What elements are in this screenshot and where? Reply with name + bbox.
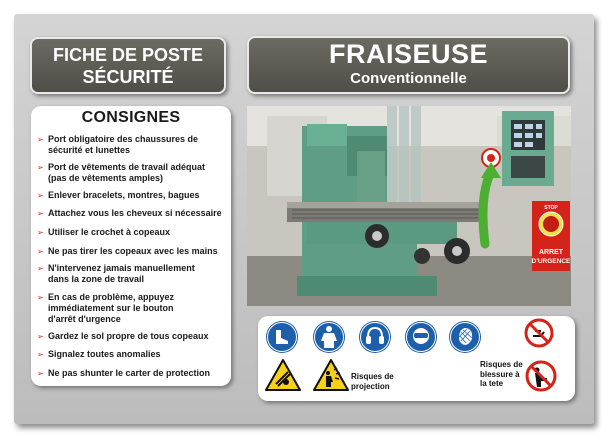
list-item: ➢ Ne pas shunter le carter de protection [37,368,211,378]
sheet-type-line2: SÉCURITÉ [82,67,174,87]
list-item: ➢ Gardez le sol propre de tous copeaux [37,331,209,341]
consignes-panel [31,106,231,386]
ear-protection-icon [360,322,390,352]
arrow-bullet-icon: ➢ [37,369,44,378]
milling-machine-illustration [247,106,571,306]
sheet-type-line1: FICHE DE POSTE [52,45,204,65]
arrow-bullet-icon: ➢ [37,247,44,256]
eye-protection-icon [406,322,436,352]
consignes-heading: CONSIGNES [81,109,181,126]
list-item: ➢ En cas de problème, appuyez immédiatement sur le bouton d'arrêt d'urgence [37,292,175,324]
entanglement-warning-icon [264,358,302,397]
work-clothes-icon [314,322,344,352]
projection-warning-icon [312,358,350,397]
list-item: ➢ Enlever bracelets, montres, bagues [37,190,200,200]
machine-subtitle: Conventionnelle [350,70,467,87]
list-item: ➢ Port obligatoire des chaussures de sécurité et lunettes [37,134,199,155]
no-hand-cleaning-icon [524,318,554,353]
list-item: ➢ Attachez vous les cheveux si nécessaire [37,208,222,218]
arrow-bullet-icon: ➢ [37,350,44,359]
head-injury-risk-label: Risques de blessure à la tete [480,360,523,388]
list-item: ➢ Utiliser le crochet à copeaux [37,227,171,237]
arrow-bullet-icon: ➢ [37,163,44,172]
list-item: ➢ Port de vêtements de travail adéquat (pas de vêtements amples) [37,162,206,183]
arrow-bullet-icon: ➢ [37,135,44,144]
no-bending-icon [524,359,558,398]
list-item: ➢ N'intervenez jamais manuellement dans la zone de travail [37,263,195,284]
safety-shoes-icon [267,322,297,352]
machine-title [247,36,570,94]
arrow-bullet-icon: ➢ [37,264,44,273]
emergency-label-line2: D'URGENCE [531,258,571,265]
sheet-type-title [30,37,226,94]
machine-photo [247,106,571,306]
list-item: ➢ Signalez toutes anomalies [37,349,161,359]
arrow-bullet-icon: ➢ [37,293,44,302]
arrow-bullet-icon: ➢ [37,332,44,341]
projection-risk-label: Risques de projection [351,372,394,391]
stop-text: STOP [544,205,558,211]
machine-name: FRAISEUSE [328,39,489,69]
hair-net-icon [450,322,480,352]
arrow-bullet-icon: ➢ [37,209,44,218]
pictograms-panel [258,316,575,401]
list-item: ➢ Ne pas tirer les copeaux avec les mains [37,246,218,256]
emergency-label-line1: ARRET [538,249,564,256]
arrow-bullet-icon: ➢ [37,191,44,200]
arrow-bullet-icon: ➢ [37,228,44,237]
